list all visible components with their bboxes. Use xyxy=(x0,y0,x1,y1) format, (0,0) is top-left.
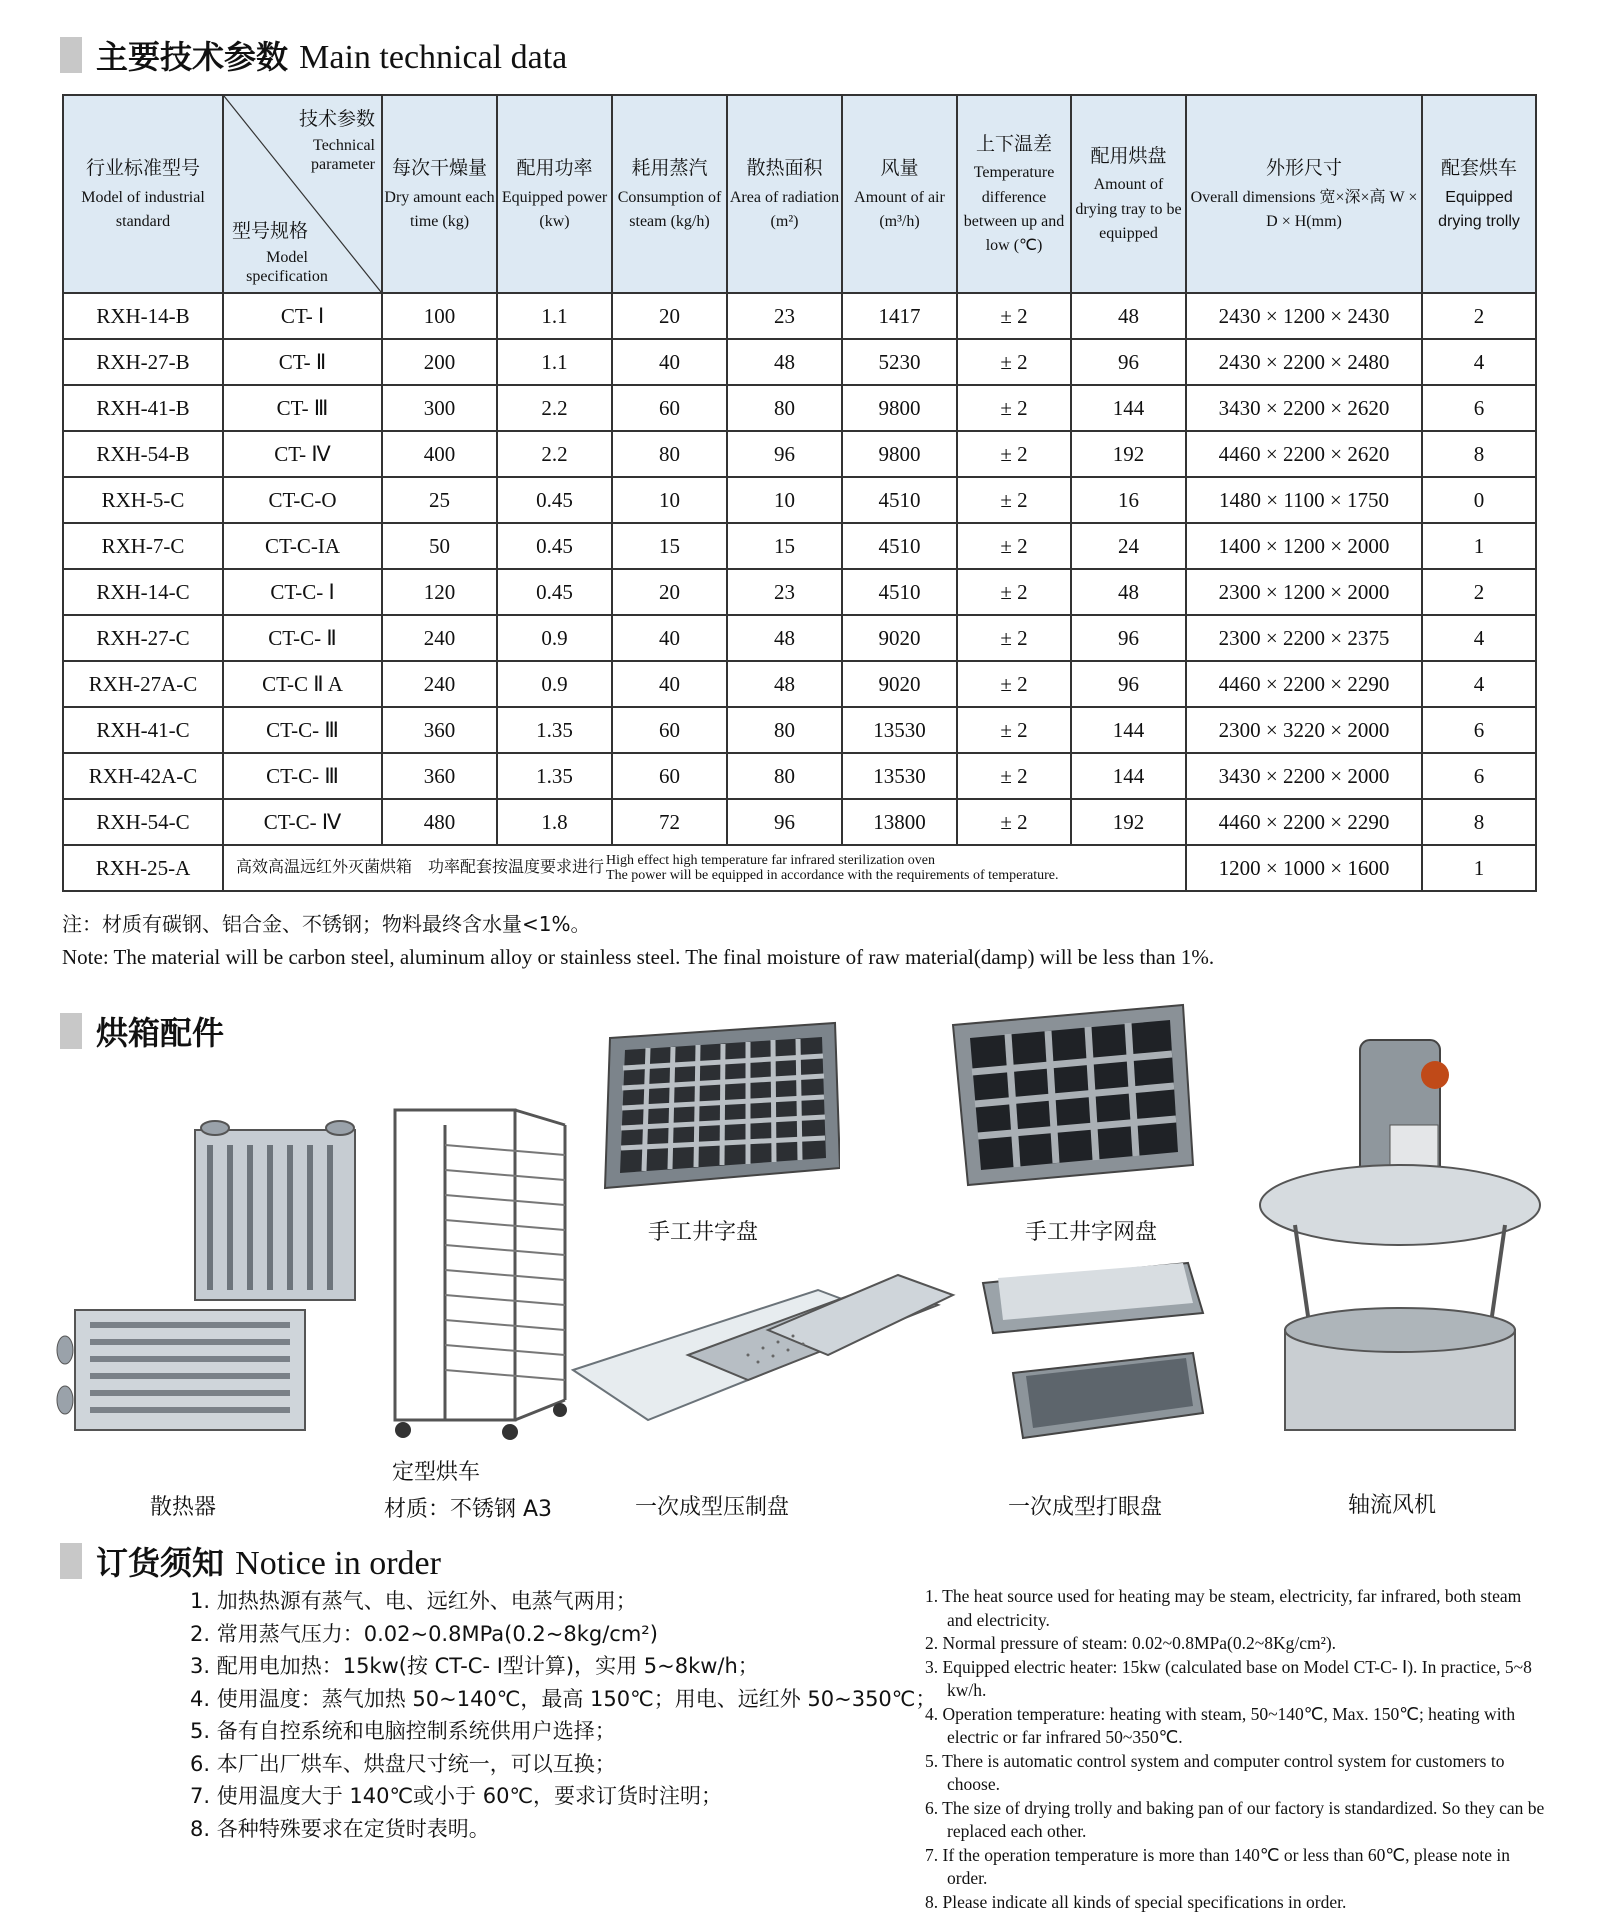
header-steam: 耗用蒸汽 Consumption of steam (kg/h) xyxy=(612,95,727,293)
list-item: 7. 使用温度大于 140℃或小于 60℃，要求订货时注明； xyxy=(190,1784,723,1808)
table-cell: 360 xyxy=(382,753,497,799)
table-cell: 13530 xyxy=(842,707,957,753)
notice-list-cn xyxy=(190,1585,936,1845)
table-cell: 48 xyxy=(727,661,842,707)
table-cell: 1 xyxy=(1422,845,1536,891)
table-cell: 2 xyxy=(1422,293,1536,339)
table-cell: 200 xyxy=(382,339,497,385)
caption-grid-tray: 手工井字盘 xyxy=(648,1220,759,1245)
table-cell: 1200 × 1000 × 1600 xyxy=(1186,845,1422,891)
section-title-main-data xyxy=(60,32,567,78)
table-cell: 1.35 xyxy=(497,753,612,799)
table-cell: 60 xyxy=(612,385,727,431)
table-cell: ± 2 xyxy=(957,661,1071,707)
list-item: 5. There is automatic control system and computer control system for customers to choose. xyxy=(925,1750,1505,1794)
table-cell: 9800 xyxy=(842,385,957,431)
table-cell: 10 xyxy=(612,477,727,523)
technical-data-table xyxy=(62,94,1537,892)
table-cell: CT-C- Ⅲ xyxy=(223,707,382,753)
table-cell: ± 2 xyxy=(957,707,1071,753)
table-cell: 2430 × 2200 × 2480 xyxy=(1186,339,1422,385)
table-cell: 50 xyxy=(382,523,497,569)
table-cell: RXH-54-C xyxy=(63,799,223,845)
table-cell: 4510 xyxy=(842,523,957,569)
table-cell: 4460 × 2200 × 2290 xyxy=(1186,661,1422,707)
table-cell: 6 xyxy=(1422,385,1536,431)
table-cell: ± 2 xyxy=(957,523,1071,569)
table-cell: 192 xyxy=(1071,799,1186,845)
table-cell: 48 xyxy=(1071,293,1186,339)
perforated-tray-image xyxy=(978,1258,1208,1458)
table-cell: 192 xyxy=(1071,431,1186,477)
table-row xyxy=(63,799,1536,845)
table-row xyxy=(63,707,1536,753)
table-cell: 144 xyxy=(1071,753,1186,799)
table-cell: 1400 × 1200 × 2000 xyxy=(1186,523,1422,569)
table-cell: 16 xyxy=(1071,477,1186,523)
table-cell: 300 xyxy=(382,385,497,431)
header-trolly: 配套烘车 Equipped drying trolly xyxy=(1422,95,1536,293)
list-item: 5. 备有自控系统和电脑控制系统供用户选择； xyxy=(190,1719,616,1743)
section-title-en: Notice in order xyxy=(235,1545,441,1582)
list-item: 3. 配用电加热：15kw(按 CT-C- Ⅰ型计算)，实用 5~8kw/h； xyxy=(190,1654,759,1678)
section-title-notice xyxy=(60,1538,441,1584)
table-cell: 4460 × 2200 × 2290 xyxy=(1186,799,1422,845)
table-row xyxy=(63,431,1536,477)
table-row xyxy=(63,569,1536,615)
list-item: 1. 加热热源有蒸气、电、远红外、电蒸气两用； xyxy=(190,1589,637,1613)
table-cell: 120 xyxy=(382,569,497,615)
list-item: 8. Please indicate all kinds of special specifications in order. xyxy=(925,1891,1347,1912)
table-cell: RXH-27-C xyxy=(63,615,223,661)
table-row xyxy=(63,615,1536,661)
table-cell: 1.1 xyxy=(497,339,612,385)
table-cell: CT- Ⅰ xyxy=(223,293,382,339)
table-cell: 20 xyxy=(612,569,727,615)
table-cell: 96 xyxy=(727,431,842,477)
table-cell: 1417 xyxy=(842,293,957,339)
table-cell: RXH-14-C xyxy=(63,569,223,615)
table-cell: 100 xyxy=(382,293,497,339)
section-title-cn: 订货须知 xyxy=(96,1544,225,1582)
table-cell: 0.45 xyxy=(497,477,612,523)
table-cell: 9800 xyxy=(842,431,957,477)
caption-perforated-tray: 一次成型打眼盘 xyxy=(1008,1495,1163,1520)
caption-pressed-tray: 一次成型压制盘 xyxy=(635,1495,790,1520)
table-cell: 1 xyxy=(1422,523,1536,569)
caption-trolley-material: 材质：不锈钢 A3 xyxy=(384,1497,553,1522)
table-cell: 2 xyxy=(1422,569,1536,615)
table-cell: CT- Ⅳ xyxy=(223,431,382,477)
table-cell: 80 xyxy=(727,707,842,753)
caption-trolley: 定型烘车 xyxy=(392,1460,481,1485)
table-cell: ± 2 xyxy=(957,477,1071,523)
table-row xyxy=(63,523,1536,569)
table-cell: 3430 × 2200 × 2620 xyxy=(1186,385,1422,431)
table-cell: 480 xyxy=(382,799,497,845)
table-cell: CT-C-O xyxy=(223,477,382,523)
header-temp-diff: 上下温差 Temperature difference between up and low (℃) xyxy=(957,95,1071,293)
table-cell: 2430 × 1200 × 2430 xyxy=(1186,293,1422,339)
table-cell: 96 xyxy=(727,799,842,845)
table-cell: CT-C- Ⅱ xyxy=(223,615,382,661)
table-cell: 60 xyxy=(612,707,727,753)
table-cell: 60 xyxy=(612,753,727,799)
table-cell: 5230 xyxy=(842,339,957,385)
table-cell-merged: 高效高温远红外灭菌烘箱 功率配套按温度要求进行 High effect high temperature far infrared sterilization oven The power will be equipped in accordance with the requirements of temperature. xyxy=(223,845,1186,891)
table-cell: RXH-5-C xyxy=(63,477,223,523)
table-cell: 23 xyxy=(727,293,842,339)
list-item: 6. 本厂出厂烘车、烘盘尺寸统一，可以互换； xyxy=(190,1751,616,1776)
table-cell: 4510 xyxy=(842,569,957,615)
table-cell: 2300 × 3220 × 2000 xyxy=(1186,707,1422,753)
grid-tray-image xyxy=(600,1018,840,1193)
list-item: 4. Operation temperature: heating with steam, 50~140℃, Max. 150℃; heating with electric or far infrared 50~350℃. xyxy=(925,1703,1516,1747)
table-cell: 80 xyxy=(612,431,727,477)
table-cell: 72 xyxy=(612,799,727,845)
section-title-cn: 烘箱配件 xyxy=(96,1014,225,1052)
table-cell: 40 xyxy=(612,661,727,707)
table-cell: 15 xyxy=(727,523,842,569)
table-cell: 10 xyxy=(727,477,842,523)
table-cell: 6 xyxy=(1422,753,1536,799)
table-cell: RXH-25-A xyxy=(63,845,223,891)
table-cell: CT-C- Ⅰ xyxy=(223,569,382,615)
table-cell: CT-C- Ⅳ xyxy=(223,799,382,845)
table-cell: 2300 × 1200 × 2000 xyxy=(1186,569,1422,615)
note-en: Note: The material will be carbon steel, aluminum alloy or stainless steel. The final moisture of raw material(damp) will be less than 1%. xyxy=(62,945,1215,969)
table-cell: 6 xyxy=(1422,707,1536,753)
table-cell: 8 xyxy=(1422,799,1536,845)
header-power: 配用功率 Equipped power (kw) xyxy=(497,95,612,293)
section-marker xyxy=(60,1543,82,1579)
table-cell: ± 2 xyxy=(957,753,1071,799)
table-cell: 4 xyxy=(1422,615,1536,661)
table-cell: CT-C Ⅱ A xyxy=(223,661,382,707)
table-cell: 1.35 xyxy=(497,707,612,753)
header-dimensions: 外形尺寸 Overall dimensions 宽×深×高 W × D × H(mm) xyxy=(1186,95,1422,293)
table-cell: 0.9 xyxy=(497,661,612,707)
table-cell: 48 xyxy=(727,615,842,661)
section-title-en: Main technical data xyxy=(299,39,568,76)
table-cell: 4 xyxy=(1422,661,1536,707)
table-header-row xyxy=(63,95,1536,293)
pressed-tray-image xyxy=(568,1260,958,1440)
table-cell: 40 xyxy=(612,339,727,385)
header-diagonal: 技术参数 Technical parameter 型号规格 Model specification xyxy=(223,95,382,293)
table-cell: 144 xyxy=(1071,707,1186,753)
caption-grid-mesh-tray: 手工井字网盘 xyxy=(1025,1220,1158,1245)
table-cell: 20 xyxy=(612,293,727,339)
grid-mesh-tray-image xyxy=(948,1000,1198,1190)
table-cell: 0.45 xyxy=(497,569,612,615)
table-cell: 40 xyxy=(612,615,727,661)
table-cell: 2300 × 2200 × 2375 xyxy=(1186,615,1422,661)
table-cell: 9020 xyxy=(842,615,957,661)
table-cell: 0.9 xyxy=(497,615,612,661)
table-cell: 96 xyxy=(1071,661,1186,707)
table-cell: 360 xyxy=(382,707,497,753)
list-item: 7. If the operation temperature is more than 140℃ or less than 60℃, please note in order. xyxy=(925,1844,1511,1888)
table-cell: 8 xyxy=(1422,431,1536,477)
section-marker xyxy=(60,37,82,73)
list-item: 3. Equipped electric heater: 15kw (calculated base on Model CT-C- Ⅰ). In practice, 5~8 kw/h. xyxy=(925,1656,1532,1700)
table-cell: 3430 × 2200 × 2000 xyxy=(1186,753,1422,799)
table-cell: RXH-41-C xyxy=(63,707,223,753)
list-item: 6. The size of drying trolly and baking pan of our factory is standardized. So they can be replaced each other. xyxy=(925,1797,1545,1841)
table-cell: RXH-7-C xyxy=(63,523,223,569)
list-item: 2. 常用蒸气压力：0.02~0.8MPa(0.2~8kg/cm²) xyxy=(190,1621,658,1646)
table-cell: RXH-27-B xyxy=(63,339,223,385)
table-row xyxy=(63,661,1536,707)
table-cell: 13530 xyxy=(842,753,957,799)
table-cell: RXH-41-B xyxy=(63,385,223,431)
table-cell: 80 xyxy=(727,385,842,431)
table-cell: 240 xyxy=(382,661,497,707)
list-item: 1. The heat source used for heating may be steam, electricity, far infrared, both steam and electricity. xyxy=(925,1586,1522,1630)
table-cell: RXH-27A-C xyxy=(63,661,223,707)
section-title-cn: 主要技术参数 xyxy=(96,38,289,76)
table-cell: 9020 xyxy=(842,661,957,707)
table-cell: 4 xyxy=(1422,339,1536,385)
table-cell: 23 xyxy=(727,569,842,615)
table-cell: 400 xyxy=(382,431,497,477)
header-trays: 配用烘盘 Amount of drying tray to be equipped xyxy=(1071,95,1186,293)
header-radiation: 散热面积 Area of radiation (m²) xyxy=(727,95,842,293)
axial-fan-image xyxy=(1255,1030,1545,1440)
table-cell: 4510 xyxy=(842,477,957,523)
caption-axial-fan: 轴流风机 xyxy=(1348,1493,1437,1518)
table-cell: RXH-14-B xyxy=(63,293,223,339)
table-cell: 48 xyxy=(727,339,842,385)
header-air: 风量 Amount of air (m³/h) xyxy=(842,95,957,293)
table-cell: ± 2 xyxy=(957,339,1071,385)
table-cell: 4460 × 2200 × 2620 xyxy=(1186,431,1422,477)
table-row xyxy=(63,753,1536,799)
table-cell: 0.45 xyxy=(497,523,612,569)
table-cell: ± 2 xyxy=(957,293,1071,339)
list-item: 2. Normal pressure of steam: 0.02~0.8MPa(0.2~8Kg/cm²). xyxy=(925,1633,1337,1653)
table-cell: 25 xyxy=(382,477,497,523)
table-cell: CT-C- Ⅲ xyxy=(223,753,382,799)
table-cell: 48 xyxy=(1071,569,1186,615)
header-dry-amount: 每次干燥量 Dry amount each time (kg) xyxy=(382,95,497,293)
table-cell: 1.1 xyxy=(497,293,612,339)
table-cell: ± 2 xyxy=(957,799,1071,845)
table-cell: 80 xyxy=(727,753,842,799)
table-cell: 13800 xyxy=(842,799,957,845)
table-cell: 96 xyxy=(1071,339,1186,385)
table-cell: CT- Ⅲ xyxy=(223,385,382,431)
table-cell: 1480 × 1100 × 1750 xyxy=(1186,477,1422,523)
list-item: 4. 使用温度：蒸气加热 50~140℃，最高 150℃；用电、远红外 50~350℃； xyxy=(190,1686,937,1711)
table-cell: ± 2 xyxy=(957,569,1071,615)
table-cell: 240 xyxy=(382,615,497,661)
table-row xyxy=(63,293,1536,339)
section-marker xyxy=(60,1013,82,1049)
table-row-last xyxy=(63,845,1536,891)
table-cell: 1.8 xyxy=(497,799,612,845)
table-cell: 144 xyxy=(1071,385,1186,431)
table-cell: RXH-42A-C xyxy=(63,753,223,799)
table-row xyxy=(63,339,1536,385)
list-item: 8. 各种特殊要求在定货时表明。 xyxy=(190,1816,490,1841)
notice-list-en xyxy=(925,1585,1545,1914)
table-cell: RXH-54-B xyxy=(63,431,223,477)
note-cn: 注：材质有碳钢、铝合金、不锈钢；物料最终含水量<1%。 xyxy=(62,912,591,936)
table-cell: ± 2 xyxy=(957,385,1071,431)
radiator-image xyxy=(55,1110,375,1440)
table-cell: ± 2 xyxy=(957,615,1071,661)
table-cell: CT- Ⅱ xyxy=(223,339,382,385)
table-cell: 24 xyxy=(1071,523,1186,569)
header-model: 行业标准型号 Model of industrial standard xyxy=(63,95,223,293)
caption-radiator: 散热器 xyxy=(150,1495,217,1520)
table-cell: 15 xyxy=(612,523,727,569)
table-cell: 96 xyxy=(1071,615,1186,661)
table-cell: 0 xyxy=(1422,477,1536,523)
table-cell: ± 2 xyxy=(957,431,1071,477)
section-title-accessories xyxy=(60,1008,224,1054)
trolley-image xyxy=(385,1100,575,1450)
table-row xyxy=(63,385,1536,431)
table-cell: 2.2 xyxy=(497,385,612,431)
table-cell: CT-C-IA xyxy=(223,523,382,569)
table-cell: 2.2 xyxy=(497,431,612,477)
table-row xyxy=(63,477,1536,523)
